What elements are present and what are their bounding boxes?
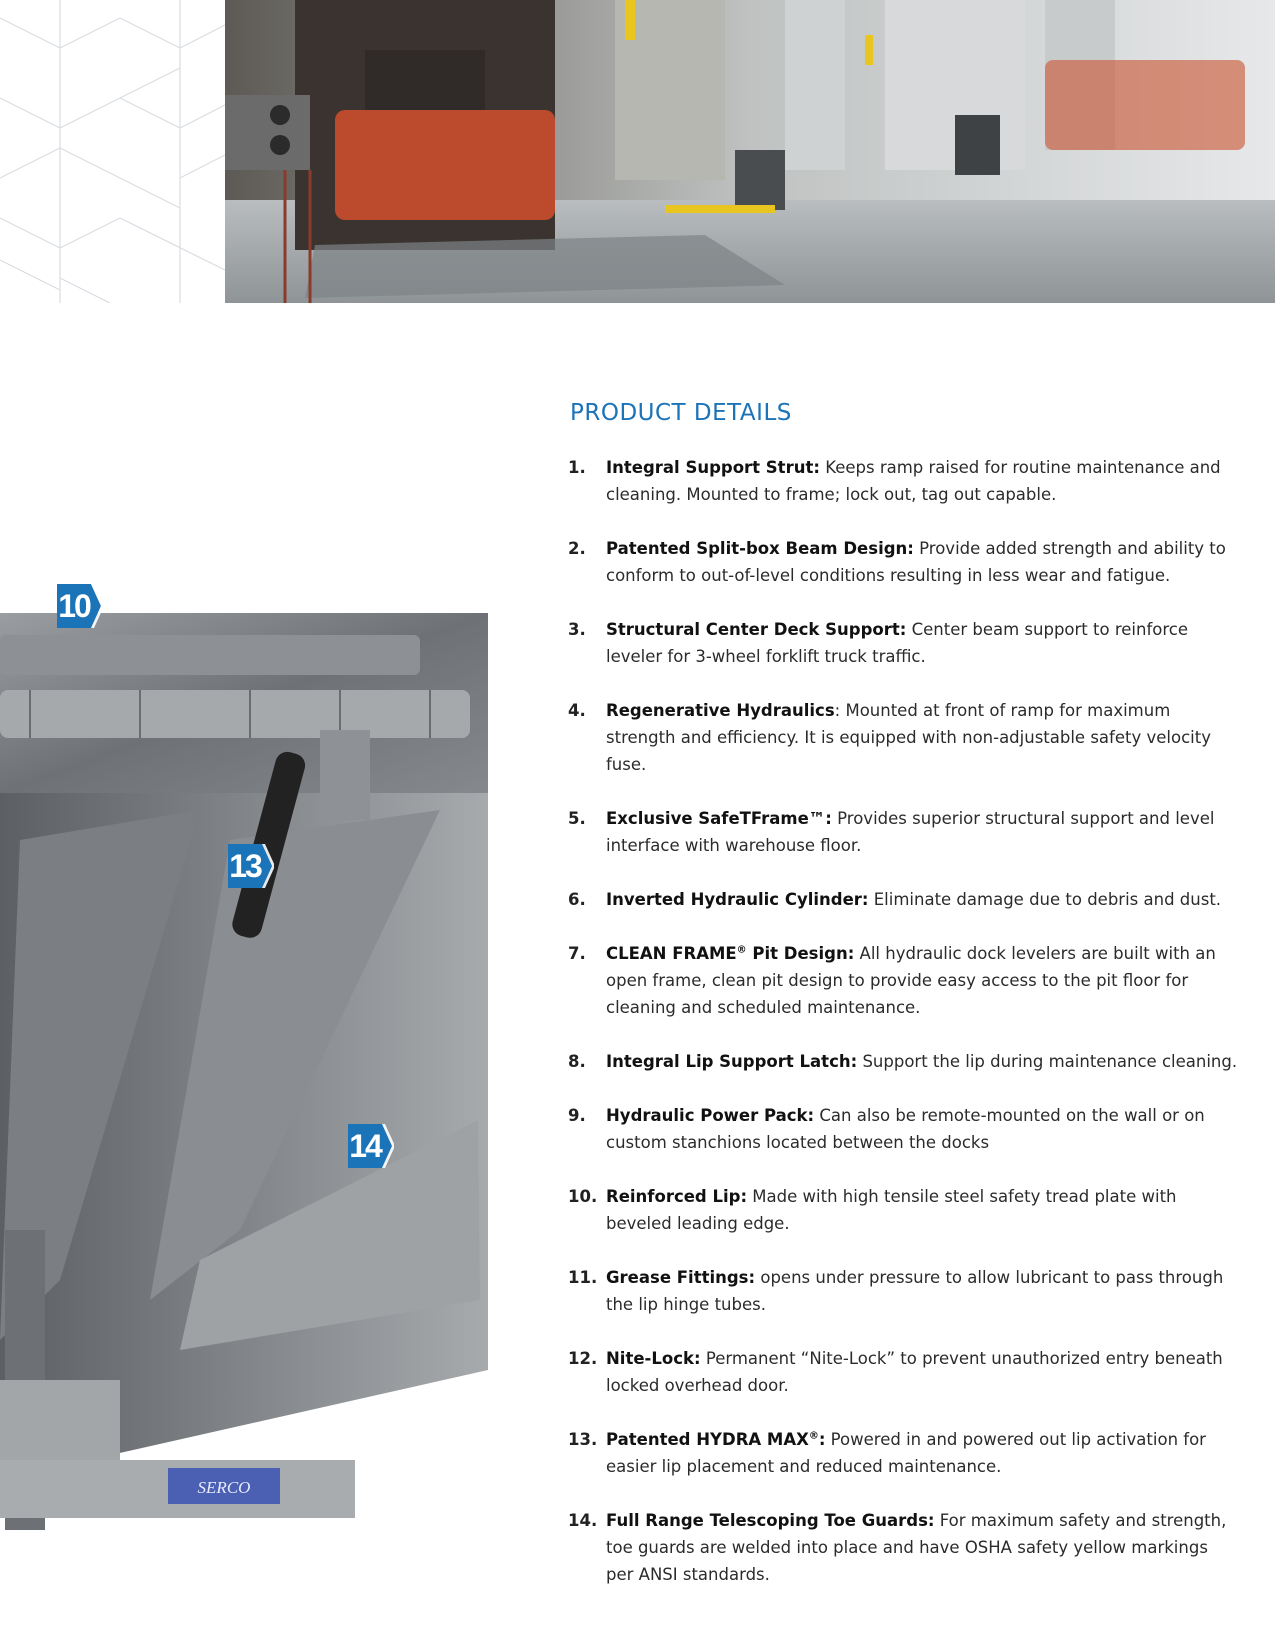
item-text: Made with high tensile steel safety tread plate with beveled leading edge. — [606, 1187, 1177, 1233]
list-item — [568, 1102, 1238, 1156]
callout-13 — [228, 844, 274, 888]
item-number: 6. — [568, 890, 586, 909]
list-item — [568, 805, 1238, 859]
callout-10 — [57, 584, 103, 628]
item-text: For maximum safety and strength, toe guards are welded into place and have OSHA safety yellow markings per ANSI standards. — [606, 1511, 1227, 1584]
list-item — [568, 1264, 1238, 1318]
list-item — [568, 1048, 1238, 1075]
details-list — [568, 454, 1238, 1588]
item-text: Provide added strength and ability to conform to out-of-level conditions resulting in less wear and fatigue. — [606, 539, 1226, 585]
list-item — [568, 1183, 1238, 1237]
serco-logo: SERCO — [197, 1478, 251, 1497]
item-label: Inverted Hydraulic Cylinder: — [606, 890, 869, 909]
item-text: Powered in and powered out lip activation for easier lip placement and reduced maintenance. — [606, 1430, 1206, 1476]
item-number: 10. — [568, 1187, 598, 1206]
section-heading: PRODUCT DETAILS — [570, 400, 792, 426]
item-label: Grease Fittings: — [606, 1268, 756, 1287]
list-item — [568, 697, 1238, 778]
item-number: 5. — [568, 809, 586, 828]
item-number: 13. — [568, 1430, 598, 1449]
item-text: opens under pressure to allow lubricant to pass through the lip hinge tubes. — [606, 1268, 1224, 1314]
item-number: 12. — [568, 1349, 598, 1368]
item-text: Support the lip during maintenance cleaning. — [857, 1052, 1238, 1071]
item-text: Permanent “Nite-Lock” to prevent unauthorized entry beneath locked overhead door. — [606, 1349, 1223, 1395]
item-label: Hydraulic Power Pack: — [606, 1106, 815, 1125]
item-label: Nite-Lock: — [606, 1349, 701, 1368]
geometric-pattern — [0, 0, 225, 303]
item-label: CLEAN FRAME® Pit Design: — [606, 944, 855, 963]
list-item — [568, 1426, 1238, 1480]
callout-14 — [348, 1124, 394, 1168]
item-label: Reinforced Lip: — [606, 1187, 748, 1206]
item-label: Patented Split-box Beam Design: — [606, 539, 914, 558]
item-number: 14. — [568, 1511, 598, 1530]
item-label: Patented HYDRA MAX®: — [606, 1430, 826, 1449]
item-label: Integral Lip Support Latch: — [606, 1052, 858, 1071]
warehouse-photo — [225, 0, 1275, 303]
item-text: Can also be remote-mounted on the wall or on custom stanchions located between the docks — [606, 1106, 1205, 1152]
item-label: Integral Support Strut: — [606, 458, 820, 477]
list-item — [568, 940, 1238, 1021]
item-number: 2. — [568, 539, 586, 558]
dock-leveler-photo — [0, 580, 490, 1580]
list-item — [568, 886, 1238, 913]
item-text: Keeps ramp raised for routine maintenance and cleaning. Mounted to frame; lock out, tag out capable. — [606, 458, 1221, 504]
list-item — [568, 616, 1238, 670]
callout-13-label: 13 — [229, 848, 261, 884]
item-text: Eliminate damage due to debris and dust. — [868, 890, 1222, 909]
item-number: 4. — [568, 701, 586, 720]
item-text: : Mounted at front of ramp for maximum strength and efficiency. It is equipped with non-adjustable safety velocity fuse. — [606, 701, 1211, 774]
item-number: 1. — [568, 458, 586, 477]
list-item — [568, 535, 1238, 589]
item-label: Regenerative Hydraulics — [606, 701, 835, 720]
callout-10-label: 10 — [58, 588, 90, 624]
product-details-section — [568, 400, 1238, 1615]
item-number: 9. — [568, 1106, 586, 1125]
item-label: Exclusive SafeTFrame™: — [606, 809, 832, 828]
list-item — [568, 454, 1238, 508]
callout-14-label: 14 — [349, 1128, 381, 1164]
item-text: Provides superior structural support and level interface with warehouse floor. — [606, 809, 1215, 855]
item-label: Structural Center Deck Support: — [606, 620, 907, 639]
item-text: All hydraulic dock levelers are built with an open frame, clean pit design to provide easy access to the pit floor for cleaning and scheduled maintenance. — [606, 944, 1216, 1017]
item-text: Center beam support to reinforce leveler for 3-wheel forklift truck traffic. — [606, 620, 1188, 666]
list-item — [568, 1345, 1238, 1399]
item-number: 7. — [568, 944, 586, 963]
item-number: 3. — [568, 620, 586, 639]
item-label: Full Range Telescoping Toe Guards: — [606, 1511, 935, 1530]
item-number: 8. — [568, 1052, 586, 1071]
list-item — [568, 1507, 1238, 1588]
item-number: 11. — [568, 1268, 598, 1287]
